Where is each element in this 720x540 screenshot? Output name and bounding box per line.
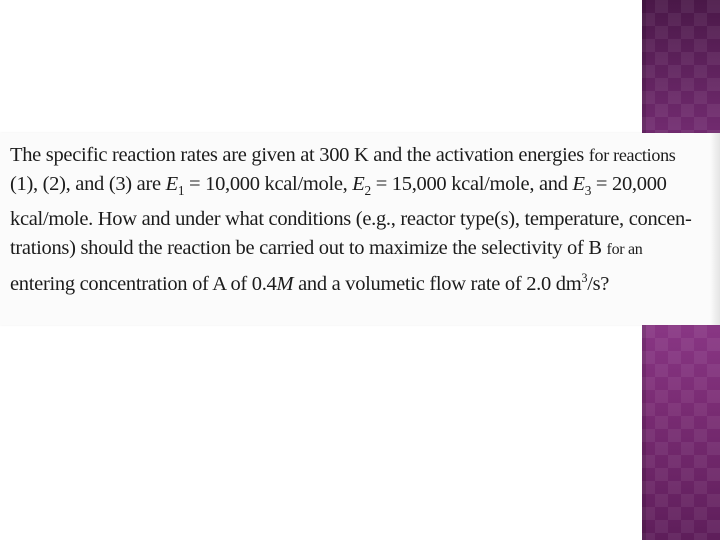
problem-line: trations) should the reaction be carried out to maximize the selectivity of B for an (10, 237, 643, 260)
problem-line: The specific reaction rates are given at 300 K and the activation energies for reactions (10, 144, 676, 166)
problem-line: entering concentration of A of 0.4M and a volumetic flow rate of 2.0 $dm^3/s$? (10, 271, 610, 295)
problem-line: kcal/mole. How and under what conditions (e.g., reactor type(s), temperature, concen- (10, 208, 692, 231)
problem-statement (10, 141, 716, 299)
problem-line: (1), (2), and (3) are $E_1 = 10,000$ kcal/mole, $E_2 = 15,000$ kcal/mole, and $E_3 = 20,000$ (10, 173, 667, 199)
